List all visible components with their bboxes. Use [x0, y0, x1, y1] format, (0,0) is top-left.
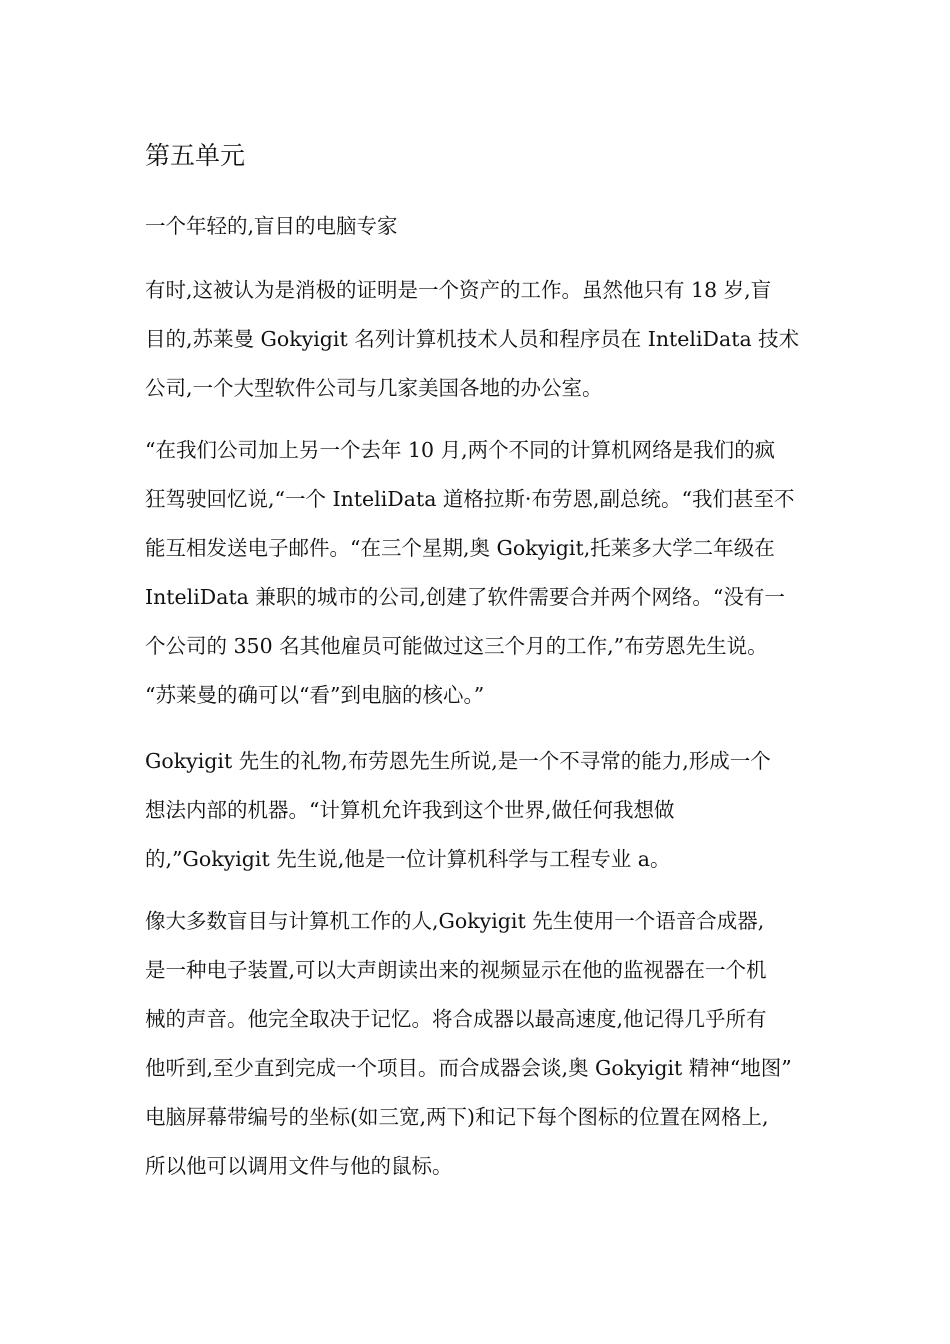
paragraph-4	[145, 897, 815, 1191]
paragraph-line: 想法内部的机器。“计算机允许我到这个世界,做任何我想做	[145, 798, 675, 822]
paragraph-line: 械的声音。他完全取决于记忆。将合成器以最高速度,他记得几乎所有	[145, 1007, 767, 1031]
paragraph-line: 目的,苏莱曼 Gokyigit 名列计算机技术人员和程序员在 InteliData 技术	[145, 327, 800, 351]
paragraph-line: 公司,一个大型软件公司与几家美国各地的办公室。	[145, 376, 603, 400]
paragraph-line: InteliData 兼职的城市的公司,创建了软件需要合并两个网络。“没有一	[145, 585, 785, 609]
paragraph-2	[145, 426, 815, 720]
paragraph-line: “苏莱曼的确可以“看”到电脑的核心。”	[145, 683, 485, 707]
paragraph-line: 像大多数盲目与计算机工作的人,Gokyigit 先生使用一个语音合成器,	[145, 909, 765, 933]
paragraph-line: 电脑屏幕带编号的坐标(如三宽,两下)和记下每个图标的位置在网格上,	[145, 1105, 769, 1129]
unit-title: 第五单元	[145, 141, 246, 170]
paragraph-line: 的,”Gokyigit 先生说,他是一位计算机科学与工程专业 a。	[145, 847, 671, 871]
paragraph-line: 他听到,至少直到完成一个项目。而合成器会谈,奥 Gokyigit 精神“地图”	[145, 1056, 792, 1080]
paragraph-line: 能互相发送电子邮件。“在三个星期,奥 Gokyigit,托莱多大学二年级在	[145, 536, 775, 560]
article-title: 一个年轻的,盲目的电脑专家	[145, 214, 398, 238]
paragraph-3	[145, 737, 815, 884]
paragraph-line: 狂驾驶回忆说,“一个 InteliData 道格拉斯·布劳恩,副总统。“我们甚至不	[145, 487, 795, 511]
paragraph-1	[145, 266, 815, 413]
paragraph-line: “在我们公司加上另一个去年 10 月,两个不同的计算机网络是我们的疯	[145, 438, 776, 462]
paragraph-line: 个公司的 350 名其他雇员可能做过这三个月的工作,”布劳恩先生说。	[145, 634, 768, 658]
paragraph-line: 是一种电子装置,可以大声朗读出来的视频显示在他的监视器在一个机	[145, 958, 767, 982]
paragraph-line: 所以他可以调用文件与他的鼠标。	[145, 1154, 453, 1178]
paragraph-line: Gokyigit 先生的礼物,布劳恩先生所说,是一个不寻常的能力,形成一个	[145, 749, 771, 773]
paragraph-line: 有时,这被认为是消极的证明是一个资产的工作。虽然他只有 18 岁,盲	[145, 278, 772, 302]
